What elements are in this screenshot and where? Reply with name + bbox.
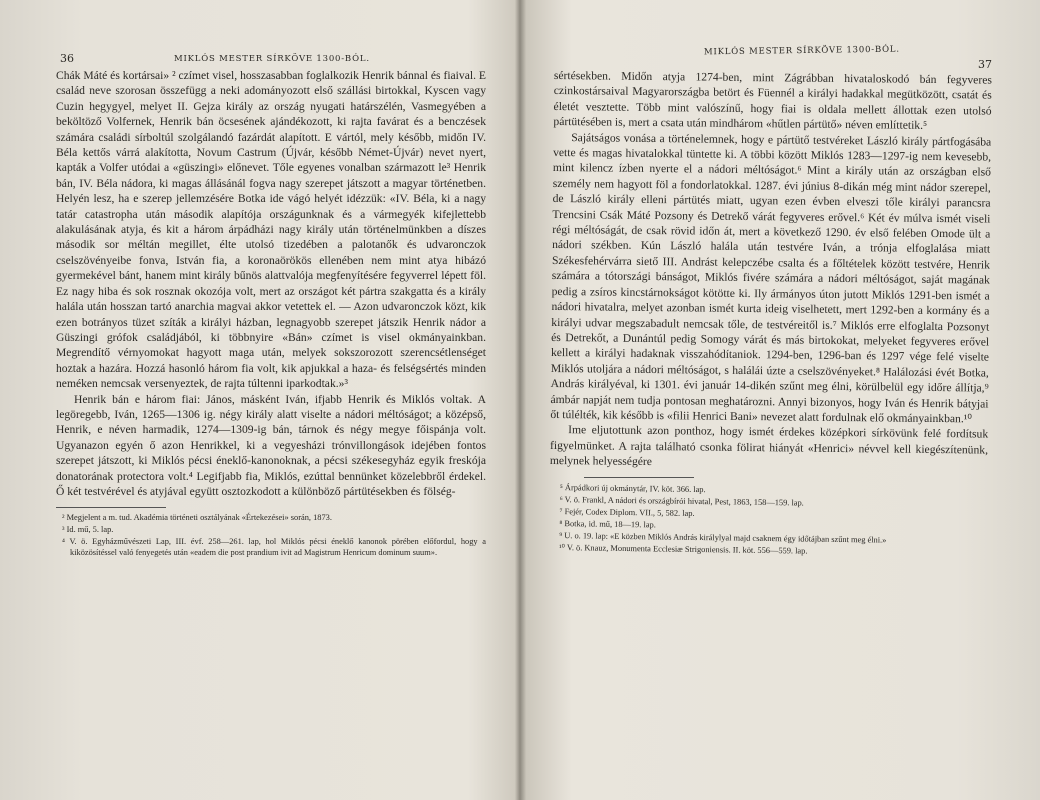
- footnotes: [553, 482, 992, 559]
- footnotes: [56, 512, 486, 558]
- footnote: ⁷ Fejér, Codex Diplom. VII., 5, 582. lap.: [559, 506, 695, 518]
- footnote: ³ Id. mű, 5. lap.: [62, 525, 114, 535]
- paragraph: Sajátságos vonása a történelemnek, hogy e pártütő testvéreket László király pártfogásába vette és magas hivatalokkal tüntette ki. A többi között Miklós 1283—1297-ig nem kevesebb, mint kilencz ízben nyerte el a nádori méltóságot.⁶ Mint a király után az országban első személy nem hagyott föl a fondorlatokkal. 1287. évi június 8-dikán még mint nádor szerepel, de László király elleni pártütés miatt, ugyan ezen évben elveszi tőle királyi parancsra Trencsini Csák Máté Pozsony és Detrekő várát fegyveres erővel.⁶ Két év múlva ismét viseli régi méltóságát, de csak rövid időn át, mert a következő 1290. év első felében Omode ült a nádori székben. Kún László halála után testvére Iván, a trónja elfoglalása miatt Székesfehérvárra siető III. Andrást kelepczébe csalta és a főltételek között testvére, Henrik számára a tótországi bánságot, Miklós fivére számára a nádori méltóságot, saját magának pedig a zsíros kincstárnokságot kötötte ki. Ily ármányos úton jutott Miklós 1291-ben ismét a nádori hivatalra, melyet azonban ismét kurta ideig viselhetett, mert 1292-ben a kormány és a királyi udvar megszabadult nemcsak tőle, de testvéreitől is.⁷ Miklós erre elfoglalta Pozsonyt és Detrekőt, a Dunántúl pedig Somogy várát és más birtokokat, melyeket fegyveres erővel kellett a királyi hadaknak visszahódítaniok. 1294-ben, 1296-ban és 1297 vége felé viselte Miklós utoljára a nádori méltóságot, s halálái úzte a cselszövényeket.⁸ Halálozási évét Botka, András királyéval, ki 1301. évi január 14-dikén szűnt meg élni, körülbelül egy időre állítja,⁹ ámbár napját nem tudja pontosan meghatározni. Annyi bizonyos, hogy Iván és Henrik bátyjai őt túlélték, kik később is «filii Henrici Bani» nevezet alatt fordulnak elő okmányainkban.¹⁰: [550, 130, 992, 426]
- footnote: ⁸ Botka, id. mű, 18—19. lap.: [559, 518, 656, 529]
- paragraph: Ime eljutottunk azon ponthoz, hogy ismét érdekes középkori sírkövünk felé fordítsuk figyelmünket. A rajta található csonka fölirat hiányát «Henrici» névvel kell kiegészítenünk, melynek helyességére: [549, 423, 989, 469]
- page-number: 36: [60, 52, 74, 65]
- paragraph: sértésekben. Midőn atyja 1274-ben, mint Zágrábban hivataloskodó bán fegyveres czinkostársaival Magyarországba betört és Füennél a királyi hadakkal megütközött, csatát és életét vesztette. Több mint valószínű, hogy fiai is oldala mellett állottak ezen utolsó pártütésében is, mert a csata után mindhárom «hűtlen pártütő» néven említtetik.⁵: [553, 68, 992, 133]
- footnote-rule: [56, 507, 166, 508]
- paragraph: Chák Máté és kortársai» ² czímet visel, hosszasabban foglalkozik Henrik bánnal és fiaival. E család neve szorosan összefügg a neki adományozott első szállási birtokkal, Kyscen vagy Cuzin hegygyel, melyet II. Gejza király az ország nyugati határszélén, Vasmegyében a beköltöző Volfernek, Henrik bán öcsesének ajándékozott, ki rajta favárat és a benczések számára családi sírboltúl szolgálandó fazárdát alapított. E vártól, mely később, midőn IV. Béla kettős várrá alakította, Novum Castrum (Újvár, később Német-Újvár) nevet nyert, kapták a Volfer utódai a «güszingi» előnevet. Tőle egyenes vonalban származott le³ Henrik bán, IV. Béla nádora, ki magas állásánál fogva nagy szerepet játszott a magyar történetben. Helyén lesz, ha e szerep jellemzésére Botka ide vágó helyét idézzük: «IV. Béla, ki a nagy tatár catastropha után második alapítója országunknak és a vármegyék kifejlettebb alakulásának atyja, és kit a három árpádházi nagy király után történelmünkben a díszes második sor méltán megillet, élte utolsó tizedében a palotanők és udvaronczok cselszövényeibe fonva, István fia, a koronaörökös ellenében nem mint atya hibázó gyermekével bánt, hanem mint király bűnös alattvalója megfenyítésére fegyverrel lépett föl. Ez nagy hiba és sok rosznak okozója volt, mert az országot két pártra szakgatta és a király halála után hosszan tartó anarchia magvai akkor vetettek el. — Azon udvaronczok közt, kik ezen botrányos tüzet szíták a királyi házban, legnagyobb szerepet játszik Henrik nádor a Güszingi grófok családjából, ki többnyire «Bán» czímet is visel okmányainkban. Megrendítő vérnyomokat hagyott maga után, melyek sokszorozott szerencsétlenséget hoztak a hazára. Hozzá hasonló három fia volt, kik apjukkal a haza- és felségsértés minden neméken nemcsak versenyeztek, de rajta túltenni iparkodtak.»³: [56, 69, 486, 391]
- footnote: ² Megjelent a m. tud. Akadémia történeti osztályának «Értekezései» során, 1873.: [62, 513, 332, 523]
- running-head-title: MIKLÓS MESTER SÍRKÖVE 1300-BÓL.: [703, 44, 900, 58]
- footnote: ⁵ Árpádkori új okmánytár, IV. köt. 366. lap.: [559, 482, 706, 494]
- footnote: ¹⁰ V. ö. Knauz, Monumenta Ecclesiæ Strigoniensis. II. köt. 556—559. lap.: [559, 542, 808, 556]
- left-page: [0, 0, 516, 800]
- footnote: ⁴ V. ö. Egyházművészeti Lap, III. évf. 258—261. lap, hol Miklós pécsi éneklő kanonok pörében előfordul, hogy a kiközösítéssel való fenyegetés után «eadem die post prandium ivit ad Magistrum Henricum dominum suum».: [62, 537, 486, 558]
- running-head-title: MIKLÓS MESTER SÍRKÖVE 1300-BÓL.: [174, 54, 370, 64]
- right-page: [524, 0, 1040, 800]
- running-head: [56, 46, 486, 68]
- body-text: [56, 68, 486, 499]
- footnote-rule: [584, 477, 694, 478]
- footnote: ⁶ V. ö. Frankl, A nádori és országbírói hivatal, Pest, 1863, 158—159. lap.: [559, 494, 804, 508]
- paragraph: Henrik bán e három fiai: János, másként Iván, ifjabb Henrik és Miklós voltak. A legöregebb, Iván, 1265—1306 ig. négy király alatt viselte a nádori méltóságot; a középső, Henrik, e néven harmadik, 1274—1309-ig bán, tárnok és négy megye főispánja volt. Ugyanazon egyén ő azon Henrikkel, ki a vegyesházi trónvillongások idejében fontos szerepet játszott, ki Miklós pécsi éneklő-kanonoknak, a pécsi székesegyház egyik freskója donatorának protectora volt.⁴ Legifjabb fia, Miklós, ezúttal bennünket közelebbről érdekel. Ő két testvérével és atyjával együtt osztozkodott a különböző pártütésekben és fölség-: [56, 392, 486, 498]
- running-head: [554, 44, 992, 71]
- page-number: 37: [978, 58, 992, 71]
- footnote: ⁹ U. o. 19. lap: «E közben Miklós András királylyal majd csaknem égy időtájban szűnt meg élni.»: [559, 530, 887, 545]
- body-text: [550, 68, 992, 473]
